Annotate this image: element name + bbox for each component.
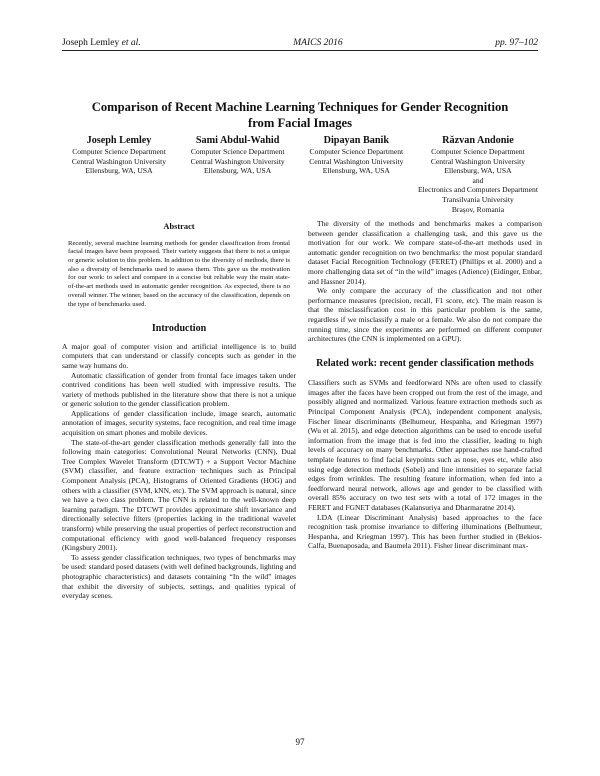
- author-affiliation: Ellensburg, WA, USA: [322, 166, 390, 176]
- intro-paragraph: The state-of-the-art gender classification methods generally fall into the following main categories: Convolutional Neural Networks (CNN), Dual Tree Complex Wavelet Transform (DTCWT) + a Support Vector Machine (SVM) classifier, and feature extraction techniques such as Principal Component Analysis (PCA), Histograms of Oriented Gradients (HOG) and others with a classifier (SVM, kNN, etc). The SVM approach is natural, since we have a two class problem. The CNN is related to the well-known deep learning paradigm. The DTCWT provides approximate shift invariance and directionally selective filters (properties lacking in the traditional wavelet transform) while preserving the usual properties of perfect reconstruction and computational efficiency with good well-balanced frequency responses (Kingsbury 2001).: [62, 437, 296, 553]
- author-name: Dipayan Banik: [323, 135, 390, 146]
- related-paragraph: Classifiers such as SVMs and feedforward NNs are often used to classify images after the faces have been cropped out from the rest of the image, and possibly aligned and normalized. Various feature extraction methods such as Principal Component Analysis (PCA), independent component analysis, Fischer linear discriminants (Belhumeur, Hespanha, and Kriegman 1997) (Wu et al. 2015), and edge detection algorithms can be used to encode useful information from the image that is fed into the classifier, leading to high levels of accuracy on many benchmarks. Other approaches use hand-crafted template features to find facial keypoints such as nose, eyes etc, while also using edge detection methods (Sobel) and line intensities to separate facial edges from wrinkles. The resulting feature information, when fed into a feedforward neural network, allows age and gender to be classified with overall 85% accuracy on two test sets with a total of 172 images in the FERET and FGNET databases (Kalansuriya and Dharmaratne 2014).: [308, 378, 542, 512]
- intro-paragraph: We only compare the accuracy of the classification and not other performance measures (precision, recall, F1 score, etc). The main reason is that the misclassification cost in this particular problem is the same, regardless if we misclassify a male or a female. We also do not compare the running time, since the experiments are performed on different computer architectures (the CNN is implemented on a GPU).: [308, 286, 542, 344]
- intro-paragraph: The diversity of the methods and benchmarks makes a comparison between gender classification a challenging task, and this gave us the motivation for our work. We compare state-of-the-art methods used in automatic gender recognition on two benchmarks: the most popular standard dataset Facial Recognition Technology (FERET) (Phillips et al. 2000) and a more challenging data set of “in the wild” images (Adience) (Eidinger, Enbar, and Hassner 2014).: [308, 219, 542, 286]
- author-affiliation: Ellensburg, WA, USA: [204, 166, 272, 176]
- author-3: [297, 134, 415, 214]
- abstract-text: Recently, several machine learning methods for gender classification from frontal facial images have been proposed. Their variety suggests that there is not a unique or generic solution to this problem. In addition to the diversity of methods, there is also a diversity of benchmarks used to assess them. This gave us the motivation for our work: to select and compare in a concise but reliable way the main state-of-the-art methods used in automatic gender recognition. As expected, there is no overall winner. The winner, based on the accuracy of the classification, depends on the type of benchmarks used.: [68, 239, 290, 308]
- paper-title: [62, 99, 538, 131]
- author-affiliation: Central Washington University: [71, 156, 167, 166]
- right-column: [308, 219, 542, 551]
- author-affiliation: Transilvania University: [442, 194, 514, 204]
- intro-paragraph: A major goal of computer vision and artificial intelligence is to build computers that can understand or classify concepts such as gender in the same way humans do.: [62, 341, 296, 370]
- abstract-heading: Abstract: [163, 222, 195, 231]
- author-1: [60, 134, 178, 214]
- intro-paragraph: Applications of gender classification include, image search, automatic annotation of images, security systems, face recognition, and real time image acquisition on smart phones and mobile devices.: [62, 408, 296, 438]
- author-affiliation: and: [472, 175, 484, 185]
- author-affiliation: Computer Science Department: [190, 147, 285, 156]
- author-2: [179, 134, 297, 214]
- header-rule: [62, 50, 538, 51]
- author-affiliation: Central Washington University: [190, 156, 285, 166]
- author-affiliation: Ellensburg, WA, USA: [444, 166, 512, 176]
- header-venue: MAICS 2016: [293, 38, 343, 48]
- page-number: 97: [295, 737, 305, 747]
- author-name: Răzvan Andonie: [442, 135, 514, 146]
- header-pages: pp. 97–102: [495, 38, 538, 48]
- author-affiliation: Computer Science Department: [72, 147, 166, 156]
- intro-paragraph: Automatic classification of gender from frontal face images taken under contrived conditions has been well studied with impressive results. The variety of methods published in the literature show that there is not a unique or generic solution to the gender classification problem.: [62, 370, 296, 409]
- author-affiliation: Ellensburg, WA, USA: [85, 166, 153, 176]
- author-affiliation: Central Washington University: [309, 156, 404, 166]
- author-affiliation: Central Washington University: [430, 156, 526, 166]
- intro-paragraph-split: To assess gender classification techniques, two types of benchmarks may be used: standard posed datasets (with well defined backgrounds, lighting and photographic characteristics) and datasets containing “In the wild” images that exhibit the diversity of subjects, settings, and qualities typical of everyday scenes.: [62, 552, 296, 601]
- author-affiliation: Computer Science Department: [431, 147, 525, 156]
- author-name: Joseph Lemley: [86, 135, 152, 146]
- author-affiliation: Electronics and Computers Department: [417, 185, 538, 195]
- left-column: [62, 222, 296, 601]
- running-header: [62, 36, 538, 50]
- header-authors: Joseph Lemley et al.: [62, 38, 141, 48]
- author-name: Sami Abdul-Wahid: [195, 135, 280, 146]
- author-4: [416, 134, 540, 214]
- introduction-heading: Introduction: [151, 323, 207, 335]
- abstract-body: [62, 240, 296, 310]
- title-line-1: Comparison of Recent Machine Learning Techniques for Gender Recognition: [91, 100, 509, 114]
- author-affiliation: Computer Science Department: [309, 147, 404, 156]
- author-affiliation: Brașov, Romania: [451, 204, 505, 214]
- author-block: [60, 134, 540, 214]
- related-paragraph: LDA (Linear Discriminant Analysis) based approaches to the face recognition task promise invariance to differing illuminations (Belhumeur, Hespanha, and Kriegman 1997). This has been further studied in (Bekios-Calfa, Buenaposada, and Baumela 2011). Fisher linear discriminant max-: [308, 512, 542, 551]
- title-line-2: from Facial Images: [248, 116, 352, 130]
- related-work-heading: Related work: recent gender classification methods: [316, 357, 534, 369]
